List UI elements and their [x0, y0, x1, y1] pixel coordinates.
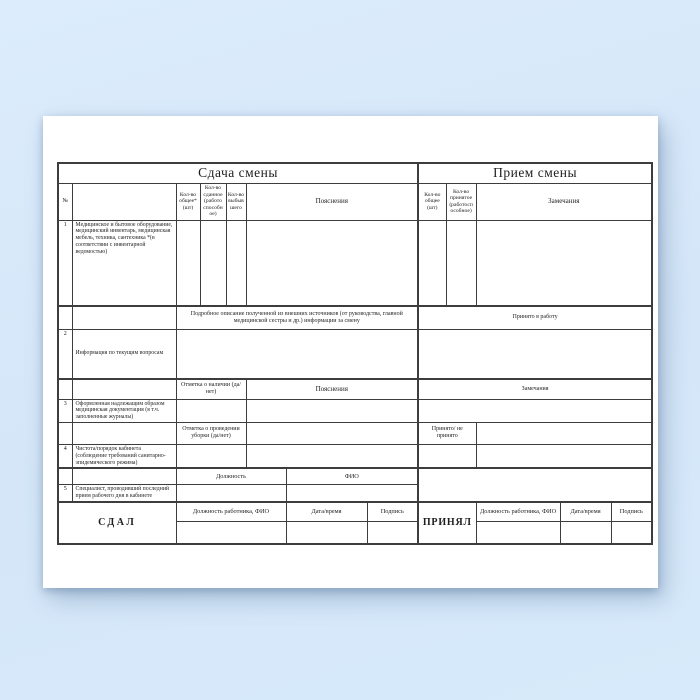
row-5-number: 5 [58, 484, 72, 501]
blank-cell [286, 484, 418, 501]
row-4-subheader-cleaning-mark: Отметка о проведении уборки (да/нет) [176, 422, 246, 444]
blank-cell [476, 444, 652, 468]
row-2-subheader-acceptance: Принято в работу [418, 306, 652, 329]
blank-cell [176, 484, 286, 501]
signoff-worker-col-handover: Должность работника, ФИО [176, 502, 286, 522]
blank-cell [418, 444, 476, 468]
blank-cell [286, 522, 367, 544]
section-title-shift-handover: Сдача смены [58, 163, 418, 183]
col-header-qty-handed: Кол-во сданное (работо способн ое) [200, 183, 226, 220]
col-header-number: № [58, 183, 72, 220]
row-5-label: Специалист, проводивший последний прием рабочего дня в кабинете [72, 484, 176, 501]
blank-cell [418, 329, 652, 379]
row-2-label: Информация по текущим вопросам [72, 329, 176, 379]
blank-cell [176, 522, 286, 544]
row-3-subheader-remarks: Замечания [418, 379, 652, 399]
col-header-qty-departed: Кол-во выбыв шего [226, 183, 246, 220]
blank-cell [611, 522, 652, 544]
blank-cell [176, 220, 200, 306]
row-5-subheader-name: ФИО [286, 468, 418, 484]
blank-cell [446, 220, 476, 306]
blank-cell [72, 468, 176, 484]
blank-cell [176, 444, 246, 468]
signoff-datetime-col-acceptance: Дата/время [560, 502, 611, 522]
blank-cell [176, 399, 246, 422]
col-header-remarks: Замечания [476, 183, 652, 220]
col-header-qty-accepted: Кол-во принятое (работосп особное) [446, 183, 476, 220]
row-3-number: 3 [58, 399, 72, 422]
accepted-label: ПРИНЯЛ [418, 502, 476, 544]
section-title-shift-acceptance: Прием смены [418, 163, 652, 183]
col-header-qty-total-handover: Кол-во общее* (шт) [176, 183, 200, 220]
blank-cell [476, 422, 652, 444]
blank-cell [246, 220, 418, 306]
shift-log-table [57, 162, 653, 545]
row-4-number: 4 [58, 444, 72, 468]
blank-cell [476, 522, 560, 544]
signoff-signature-col-acceptance: Подпись [611, 502, 652, 522]
row-3-subheader-explanations: Пояснения [246, 379, 418, 399]
blank-cell [58, 306, 72, 329]
blank-cell [476, 220, 652, 306]
row-1-number: 1 [58, 220, 72, 306]
blank-cell [72, 306, 176, 329]
col-header-item-blank [72, 183, 176, 220]
blank-cell [246, 422, 418, 444]
blank-cell [200, 220, 226, 306]
row-5-subheader-position: Должность [176, 468, 286, 484]
signoff-datetime-col-handover: Дата/время [286, 502, 367, 522]
blank-cell [72, 422, 176, 444]
col-header-explanations: Пояснения [246, 183, 418, 220]
blank-cell [176, 329, 418, 379]
handed-over-label: СДАЛ [58, 502, 176, 544]
blank-cell [72, 379, 176, 399]
row-3-label: Оформленная надлежащим образом медицинская документация (в т.ч. заполненные журналы) [72, 399, 176, 422]
blank-cell [367, 522, 418, 544]
signoff-signature-col-handover: Подпись [367, 502, 418, 522]
blank-cell [418, 399, 652, 422]
row-2-number: 2 [58, 329, 72, 379]
row-4-subheader-accepted-or-not: Принято/ не принято [418, 422, 476, 444]
blank-cell [418, 220, 446, 306]
row-3-subheader-presence-mark: Отметка о наличии (да/нет) [176, 379, 246, 399]
row-4-label: Чистота/порядок кабинета (соблюдение требований санитарно-эпидемического режима) [72, 444, 176, 468]
blank-cell [226, 220, 246, 306]
blank-cell [418, 468, 652, 501]
row-2-subheader-handover: Подробное описание полученной из внешних источников (от руководства, главной медицинской сестры и др.) информации за смену [176, 306, 418, 329]
col-header-qty-total-acceptance: Кол-во общее (шт) [418, 183, 446, 220]
blank-cell [58, 379, 72, 399]
blank-cell [560, 522, 611, 544]
blank-cell [246, 399, 418, 422]
document-sheet [43, 116, 658, 588]
blank-cell [246, 444, 418, 468]
blank-cell [58, 422, 72, 444]
blank-cell [58, 468, 72, 484]
signoff-worker-col-acceptance: Должность работника, ФИО [476, 502, 560, 522]
row-1-label: Медицинское и бытовое оборудование, медицинский инвентарь, медицинская мебель, техника, сантехника *(в соответствии с инвентарной ведомостью) [72, 220, 176, 306]
